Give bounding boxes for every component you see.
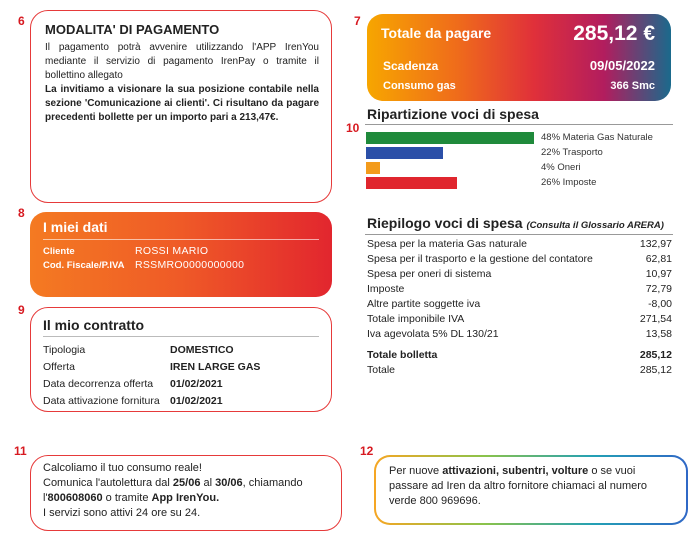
summary-row: Spesa per la materia Gas naturale 132,97 [367, 238, 672, 250]
bar-label-imposte: 26% Imposte [541, 177, 597, 188]
self-reading-line: Calcoliamo il tuo consumo reale! [43, 462, 202, 474]
payment-method-panel [30, 10, 332, 203]
payment-method-text: Il pagamento potrà avvenire utilizzando l'APP IrenYou mediante il servizio di pagamento IrenPay o tramite il bollettino allegato [45, 42, 319, 81]
contract-title: Il mio contratto [43, 317, 319, 337]
gas-consumption-value: 366 Smc [610, 80, 655, 92]
summary-row: Altre partite soggette iva -8,00 [367, 298, 672, 310]
self-reading-panel [30, 455, 342, 531]
self-reading-line: Comunica l'autolettura dal 25/06 al 30/06, chiamando [43, 477, 303, 489]
total-due-panel [367, 14, 671, 101]
divider [365, 234, 673, 235]
section-number-12: 12 [360, 444, 374, 458]
payment-method-title: MODALITA' DI PAGAMENTO [45, 22, 220, 37]
summary-row: Imposte 72,79 [367, 283, 672, 295]
divider [365, 124, 673, 125]
cost-summary-title: Riepilogo voci di spesa (Consulta il Glossario ARERA) [367, 215, 664, 231]
bar-materia-gas [366, 132, 534, 144]
tax-code-label: Cod. Fiscale/P.IVA [43, 259, 125, 271]
tax-code-value: RSSMRO0000000000 [135, 259, 245, 271]
total-row: Totale 285,12 [367, 364, 672, 376]
my-data-panel [30, 212, 332, 297]
total-due-label: Totale da pagare [381, 25, 492, 41]
section-number-10: 10 [346, 121, 360, 135]
due-date-label: Scadenza [383, 59, 439, 73]
self-reading-line: l'800608060 o tramite App IrenYou. [43, 492, 220, 504]
arera-glossary-link: (Consulta il Glossario ARERA) [526, 220, 664, 231]
bar-trasporto [366, 147, 443, 159]
section-number-11: 11 [14, 444, 27, 458]
customer-label: Cliente [43, 245, 75, 257]
activations-panel [374, 455, 688, 525]
bar-imposte [366, 177, 457, 189]
section-number-6: 6 [18, 14, 25, 28]
bar-oneri [366, 162, 380, 174]
section-number-8: 8 [18, 206, 25, 220]
total-due-amount: 285,12 € [573, 22, 655, 45]
summary-row: Iva agevolata 5% DL 130/21 13,58 [367, 328, 672, 340]
bar-label-oneri: 4% Oneri [541, 162, 581, 173]
summary-row: Spesa per il trasporto e la gestione del contatore 62,81 [367, 253, 672, 265]
contract-panel [30, 307, 332, 412]
due-date-value: 09/05/2022 [589, 58, 655, 73]
phone-number[interactable]: 800608060 [47, 492, 103, 504]
my-data-title: I miei dati [43, 219, 108, 235]
summary-row: Spesa per oneri di sistema 10,97 [367, 268, 672, 280]
bar-label-materia-gas: 48% Materia Gas Naturale [541, 132, 653, 143]
payment-notice-text: La invitiamo a visionare la sua posizione contabile nella sezione 'Comunicazione ai clienti'. Ci risultano da pagare precedenti bollette per un importo pari a 213,47€. [45, 84, 319, 123]
contract-row: Offerta IREN LARGE GAS [43, 360, 261, 373]
contract-row: Tipologia DOMESTICO [43, 343, 234, 356]
bill-total-row: Totale bolletta 285,12 [367, 349, 672, 361]
activations-text: Per nuove attivazioni, subentri, volture o se vuoi passare ad Iren da altro fornitore chiamaci al numero verde 800 969696. [389, 465, 648, 507]
section-number-7: 7 [354, 14, 361, 28]
self-reading-line: I servizi sono attivi 24 ore su 24. [43, 507, 201, 519]
summary-row: Totale imponibile IVA 271,54 [367, 313, 672, 325]
gas-consumption-label: Consumo gas [383, 80, 456, 92]
contract-row: Data decorrenza offerta 01/02/2021 [43, 377, 223, 390]
contract-row: Data attivazione fornitura 01/02/2021 [43, 394, 223, 407]
cost-breakdown-title: Ripartizione voci di spesa [367, 106, 539, 122]
customer-name: ROSSI MARIO [135, 245, 209, 257]
section-number-9: 9 [18, 303, 25, 317]
bar-label-trasporto: 22% Trasporto [541, 147, 603, 158]
